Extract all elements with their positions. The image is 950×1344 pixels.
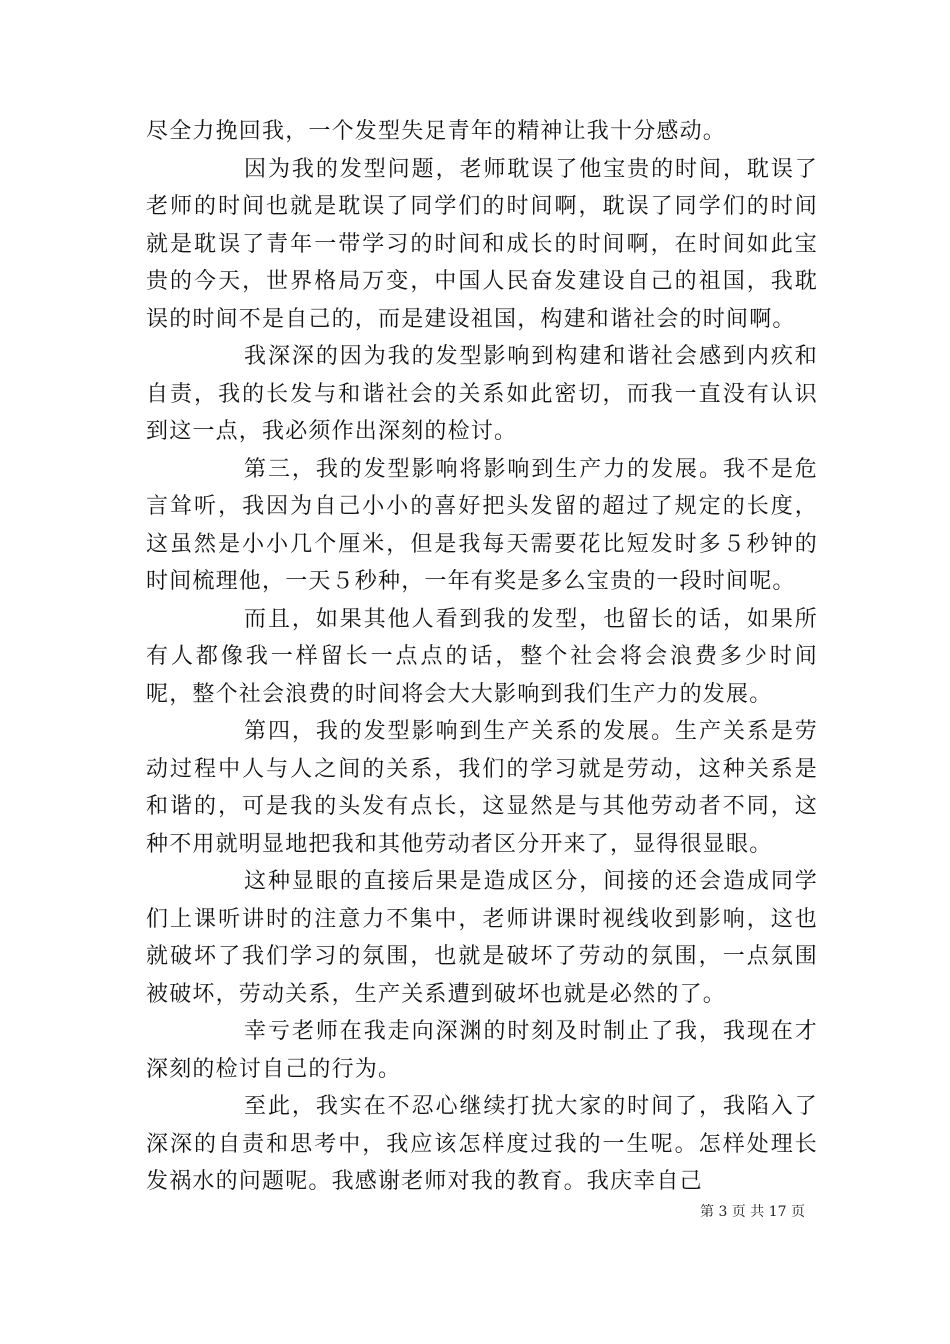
paragraph-5: 而且，如果其他人看到我的发型，也留长的话，如果所有人都像我一样留长一点点的话，整个社会将会浪费多少时间呢，整个社会浪费的时间将会大大影响到我们生产力的发展。 — [146, 606, 818, 707]
page-number-footer: 第 3 页 共 17 页 — [700, 1204, 805, 1220]
paragraph-8: 幸亏老师在我走向深渊的时刻及时制止了我，我现在才深刻的检讨自己的行为。 — [146, 1019, 818, 1082]
paragraph-9: 至此，我实在不忍心继续打扰大家的时间了，我陷入了深深的自责和思考中，我应该怎样度过我的一生呢。怎样处理长发祸水的问题呢。我感谢老师对我的教育。我庆幸自己 — [146, 1094, 818, 1194]
document-body — [146, 113, 818, 1201]
paragraph-6: 第四，我的发型影响到生产关系的发展。生产关系是劳动过程中人与人之间的关系，我们的学习就是劳动，这种关系是和谐的，可是我的头发有点长，这显然是与其他劳动者不同，这种不用就明显地把我和其他劳动者区分开来了，显得很显眼。 — [146, 719, 818, 857]
paragraph-1: 尽全力挽回我，一个发型失足青年的精神让我十分感动。 — [146, 119, 727, 144]
paragraph-2: 因为我的发型问题，老师耽误了他宝贵的时间，耽误了老师的时间也就是耽误了同学们的时间啊，耽误了同学们的时间就是耽误了青年一带学习的时间和成长的时间啊，在时间如此宝贵的今天，世界格局万变，中国人民奋发建设自己的祖国，我耽误的时间不是自己的，而是建设祖国，构建和谐社会的时间啊。 — [146, 156, 818, 332]
paragraph-7: 这种显眼的直接后果是造成区分，间接的还会造成同学们上课听讲时的注意力不集中，老师讲课时视线收到影响，这也就破坏了我们学习的氛围，也就是破坏了劳动的氛围，一点氛围被破坏，劳动关系，生产关系遭到破坏也就是必然的了。 — [146, 869, 818, 1007]
paragraph-3: 我深深的因为我的发型影响到构建和谐社会感到内疚和自责，我的长发与和谐社会的关系如此密切，而我一直没有认识到这一点，我必须作出深刻的检讨。 — [146, 344, 818, 444]
paragraph-4: 第三，我的发型影响将影响到生产力的发展。我不是危言耸听，我因为自己小小的喜好把头发留的超过了规定的长度，这虽然是小小几个厘米，但是我每天需要花比短发时多５秒钟的时间梳理他，一天５秒种，一年有奖是多么宝贵的一段时间呢。 — [146, 456, 818, 594]
